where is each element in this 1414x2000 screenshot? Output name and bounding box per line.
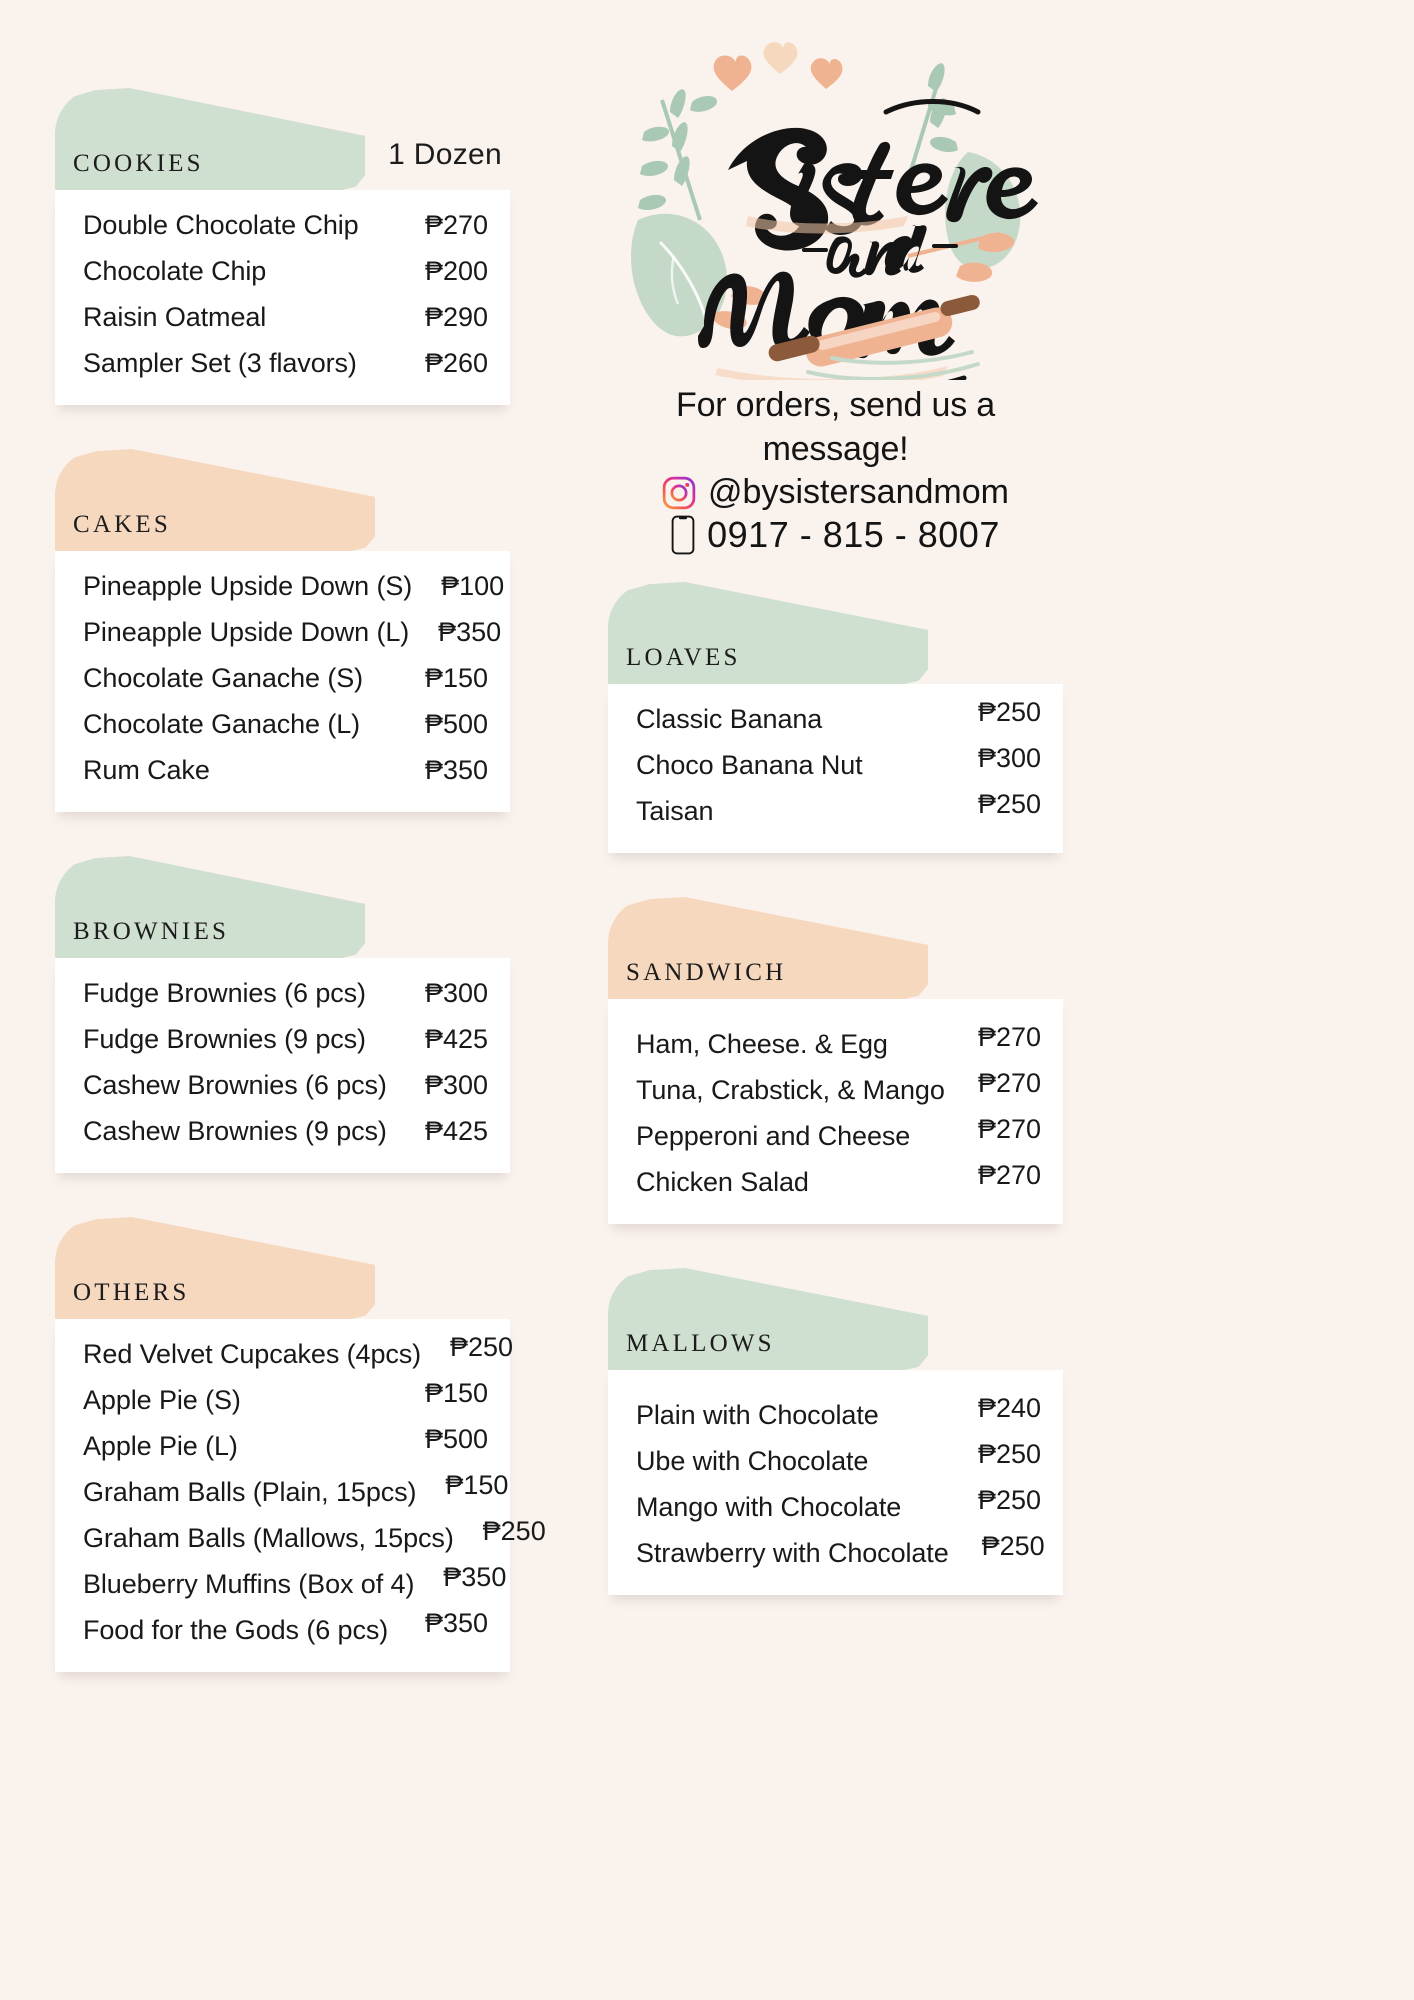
menu-item-name: Ube with Chocolate bbox=[636, 1446, 869, 1477]
order-message-line1: For orders, send us a bbox=[676, 386, 995, 424]
phone-icon bbox=[671, 515, 695, 555]
menu-item-row bbox=[83, 1470, 509, 1508]
menu-item-price: ₱150 bbox=[424, 1378, 488, 1408]
menu-item-name: Pineapple Upside Down (S) bbox=[83, 571, 413, 601]
menu-item-name: Graham Balls (Mallows, 15pcs) bbox=[83, 1523, 454, 1553]
menu-item-name: Plain with Chocolate bbox=[636, 1400, 879, 1431]
menu-item-row bbox=[636, 789, 1041, 827]
menu-item-row bbox=[636, 1114, 1041, 1152]
instagram-handle: @bysistersandmom bbox=[708, 473, 1009, 512]
section-header-blob bbox=[608, 897, 928, 1001]
menu-item-name: Pepperoni and Cheese bbox=[636, 1121, 911, 1152]
menu-item-name: Strawberry with Chocolate bbox=[636, 1538, 949, 1569]
menu-item-row bbox=[636, 1439, 1041, 1477]
menu-item-row bbox=[83, 210, 488, 241]
section-card bbox=[55, 1319, 546, 1672]
section-title: MALLOWS bbox=[626, 1330, 775, 1358]
section-title: CAKES bbox=[73, 511, 171, 538]
menu-item-name: Taisan bbox=[636, 796, 714, 827]
section-header-note: 1 Dozen bbox=[388, 138, 502, 171]
section-header-blob bbox=[55, 1217, 375, 1321]
right-menu-column bbox=[608, 20, 1063, 1639]
menu-item-name: Blueberry Muffins (Box of 4) bbox=[83, 1569, 415, 1599]
menu-item-row bbox=[83, 1562, 507, 1600]
section-title: COOKIES bbox=[73, 150, 204, 177]
menu-section-others bbox=[55, 1217, 546, 1672]
menu-item-price: ₱260 bbox=[424, 348, 488, 378]
menu-item-row bbox=[636, 1068, 1041, 1106]
section-header bbox=[608, 1268, 1063, 1372]
menu-item-price: ₱250 bbox=[977, 697, 1041, 728]
menu-section-cookies bbox=[55, 88, 510, 405]
menu-item-row bbox=[83, 571, 505, 602]
heart-decorations bbox=[714, 42, 843, 91]
contact-block bbox=[608, 384, 1063, 556]
menu-item-name: Rum Cake bbox=[83, 755, 210, 785]
menu-item-price: ₱500 bbox=[424, 1424, 488, 1454]
menu-item-price: ₱250 bbox=[977, 789, 1041, 820]
menu-item-price: ₱150 bbox=[424, 663, 488, 693]
menu-item-row bbox=[83, 348, 488, 379]
section-header bbox=[55, 856, 510, 960]
menu-item-price: ₱350 bbox=[424, 755, 488, 785]
menu-item-row bbox=[83, 302, 488, 333]
menu-item-name: Cashew Brownies (6 pcs) bbox=[83, 1070, 387, 1100]
menu-item-row bbox=[83, 1024, 488, 1055]
menu-item-row bbox=[636, 1022, 1041, 1060]
menu-item-row bbox=[636, 1160, 1041, 1198]
menu-item-name: Chocolate Chip bbox=[83, 256, 267, 286]
menu-item-price: ₱350 bbox=[424, 1608, 488, 1638]
right-sections-container bbox=[608, 582, 1063, 1595]
menu-item-name: Apple Pie (S) bbox=[83, 1385, 241, 1415]
section-header bbox=[608, 582, 1063, 686]
instagram-row[interactable] bbox=[608, 473, 1063, 512]
menu-item-row bbox=[83, 709, 488, 740]
menu-item-row bbox=[636, 1393, 1041, 1431]
menu-item-row bbox=[83, 256, 488, 287]
menu-item-price: ₱350 bbox=[443, 1562, 507, 1592]
section-card bbox=[55, 551, 510, 812]
menu-item-price: ₱200 bbox=[424, 256, 488, 286]
menu-item-price: ₱300 bbox=[977, 743, 1041, 774]
menu-item-row bbox=[83, 1608, 488, 1646]
menu-item-name: Chicken Salad bbox=[636, 1167, 809, 1198]
section-card bbox=[608, 999, 1063, 1224]
menu-item-name: Graham Balls (Plain, 15pcs) bbox=[83, 1477, 417, 1507]
menu-item-price: ₱250 bbox=[450, 1332, 514, 1362]
menu-item-price: ₱270 bbox=[977, 1160, 1041, 1191]
menu-item-row bbox=[83, 1116, 488, 1147]
menu-item-row bbox=[83, 1378, 488, 1416]
leaf-sprig-right bbox=[908, 63, 958, 180]
section-header-blob bbox=[608, 1268, 928, 1372]
section-header-blob bbox=[608, 582, 928, 686]
menu-item-price: ₱250 bbox=[977, 1439, 1041, 1470]
menu-item-row bbox=[83, 663, 488, 694]
menu-item-row bbox=[83, 1332, 514, 1370]
order-message-line2: message! bbox=[762, 429, 909, 468]
menu-item-price: ₱425 bbox=[424, 1116, 488, 1146]
menu-item-name: Fudge Brownies (9 pcs) bbox=[83, 1024, 366, 1054]
menu-section-loaves bbox=[608, 582, 1063, 853]
menu-item-price: ₱500 bbox=[424, 709, 488, 739]
menu-item-name: Raisin Oatmeal bbox=[83, 302, 267, 332]
menu-item-row bbox=[636, 697, 1041, 735]
menu-item-name: Mango with Chocolate bbox=[636, 1492, 902, 1523]
menu-item-price: ₱250 bbox=[977, 1485, 1041, 1516]
menu-section-brownies bbox=[55, 856, 510, 1173]
section-title: OTHERS bbox=[73, 1279, 190, 1306]
menu-item-row bbox=[83, 1516, 546, 1554]
menu-item-price: ₱270 bbox=[424, 210, 488, 240]
menu-item-price: ₱270 bbox=[977, 1114, 1041, 1145]
menu-item-name: Sampler Set (3 flavors) bbox=[83, 348, 357, 378]
section-header-blob bbox=[55, 856, 365, 960]
menu-item-name: Chocolate Ganache (L) bbox=[83, 709, 361, 739]
section-title: LOAVES bbox=[626, 644, 741, 672]
menu-item-price: ₱290 bbox=[424, 302, 488, 332]
menu-item-price: ₱270 bbox=[977, 1022, 1041, 1053]
menu-item-price: ₱425 bbox=[424, 1024, 488, 1054]
menu-item-name: Ham, Cheese. & Egg bbox=[636, 1029, 888, 1060]
section-card bbox=[608, 1370, 1063, 1595]
menu-item-price: ₱300 bbox=[424, 1070, 488, 1100]
menu-item-name: Fudge Brownies (6 pcs) bbox=[83, 978, 366, 1008]
menu-item-price: ₱300 bbox=[424, 978, 488, 1008]
menu-item-name: Cashew Brownies (9 pcs) bbox=[83, 1116, 387, 1146]
section-header-blob bbox=[55, 88, 365, 192]
menu-item-name: Chocolate Ganache (S) bbox=[83, 663, 364, 693]
menu-section-sandwich bbox=[608, 897, 1063, 1224]
section-card bbox=[55, 190, 510, 405]
menu-item-price: ₱100 bbox=[441, 571, 505, 601]
menu-item-name: Tuna, Crabstick, & Mango bbox=[636, 1075, 945, 1106]
menu-item-name: Pineapple Upside Down (L) bbox=[83, 617, 410, 647]
menu-item-name: Double Chocolate Chip bbox=[83, 210, 359, 240]
instagram-icon bbox=[662, 476, 696, 510]
menu-item-name: Classic Banana bbox=[636, 704, 823, 735]
phone-row[interactable] bbox=[608, 514, 1063, 556]
section-card bbox=[608, 684, 1063, 853]
menu-item-price: ₱150 bbox=[445, 1470, 509, 1500]
menu-item-row bbox=[83, 1424, 488, 1462]
menu-item-price: ₱250 bbox=[981, 1531, 1045, 1562]
menu-item-row bbox=[83, 978, 488, 1009]
menu-item-name: Choco Banana Nut bbox=[636, 750, 863, 781]
menu-item-row bbox=[636, 743, 1041, 781]
leaf-sprig-left bbox=[638, 89, 717, 220]
menu-item-price: ₱250 bbox=[482, 1516, 546, 1546]
menu-item-row bbox=[83, 617, 502, 648]
phone-number: 0917 - 815 - 8007 bbox=[707, 514, 1000, 556]
logo-artwork bbox=[608, 20, 1063, 380]
section-header bbox=[55, 1217, 510, 1321]
section-header-blob bbox=[55, 449, 375, 553]
section-header bbox=[608, 897, 1063, 1001]
menu-item-row bbox=[83, 755, 488, 786]
menu-item-price: ₱270 bbox=[977, 1068, 1041, 1099]
menu-item-price: ₱240 bbox=[977, 1393, 1041, 1424]
section-card bbox=[55, 958, 510, 1173]
left-menu-column bbox=[55, 88, 546, 1716]
section-title: SANDWICH bbox=[626, 959, 787, 987]
menu-item-row bbox=[636, 1531, 1045, 1569]
section-header bbox=[55, 449, 510, 553]
section-title: BROWNIES bbox=[73, 918, 230, 945]
menu-item-name: Apple Pie (L) bbox=[83, 1431, 238, 1461]
menu-section-cakes bbox=[55, 449, 510, 812]
section-header bbox=[55, 88, 510, 192]
menu-item-price: ₱350 bbox=[438, 617, 502, 647]
menu-item-name: Red Velvet Cupcakes (4pcs) bbox=[83, 1339, 422, 1369]
menu-section-mallows bbox=[608, 1268, 1063, 1595]
brand-logo bbox=[608, 20, 1063, 380]
menu-item-row bbox=[636, 1485, 1041, 1523]
menu-item-name: Food for the Gods (6 pcs) bbox=[83, 1615, 389, 1645]
menu-item-row bbox=[83, 1070, 488, 1101]
